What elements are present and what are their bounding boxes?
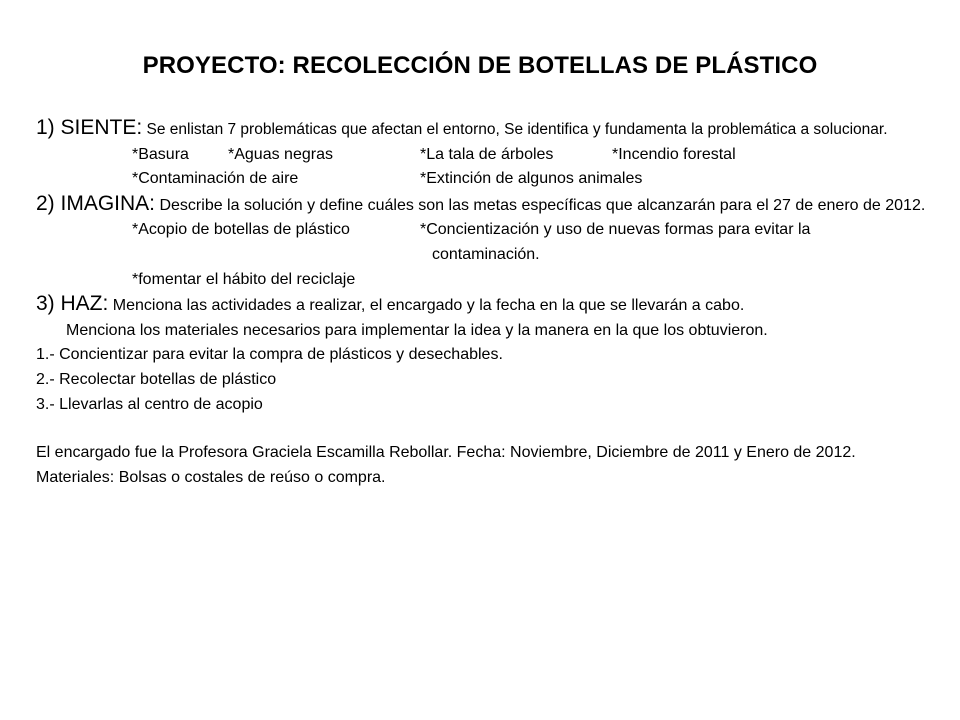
- imagina-items-row-1: [36, 218, 940, 243]
- imagina-heading: 2) IMAGINA:: [36, 191, 156, 215]
- haz-materials: Materiales: Bolsas o costales de reúso o compra.: [36, 468, 386, 486]
- section-imagina: [36, 192, 940, 219]
- section-siente: [36, 116, 940, 143]
- siente-item: *La tala de árboles: [420, 145, 554, 163]
- siente-text: Se enlistan 7 problemáticas que afectan el entorno, Se identifica y fundamenta la problemática a solucionar.: [142, 121, 888, 138]
- siente-items-row-2: [36, 167, 940, 192]
- siente-item: *Extinción de algunos animales: [420, 170, 643, 188]
- siente-item: *Basura: [132, 145, 189, 163]
- imagina-items-row-3: [36, 268, 940, 293]
- haz-heading: 3) HAZ:: [36, 292, 109, 316]
- section-haz: [36, 292, 940, 319]
- imagina-text: Describe la solución y define cuáles son las metas específicas que alcanzarán para el 27 de enero de 2012.: [155, 196, 926, 214]
- haz-text-2: Menciona los materiales necesarios para implementar la idea y la manera en la que los obtuvieron.: [66, 321, 768, 339]
- haz-text-2-row: [36, 319, 940, 344]
- imagina-items-row-2: [36, 243, 940, 268]
- siente-item: *Contaminación de aire: [132, 170, 299, 188]
- haz-step-2: 2.- Recolectar botellas de plástico: [36, 370, 277, 388]
- siente-heading: 1) SIENTE:: [36, 116, 143, 139]
- haz-step-1: 1.- Concientizar para evitar la compra de plásticos y desechables.: [36, 346, 503, 364]
- haz-step-3: 3.- Llevarlas al centro de acopio: [36, 395, 263, 413]
- haz-responsible: El encargado fue la Profesora Graciela Escamilla Rebollar. Fecha: Noviembre, Diciembre de 2011 y Enero de 2012.: [36, 444, 856, 462]
- siente-items-row-1: [36, 143, 940, 168]
- slide-title: PROYECTO: RECOLECCIÓN DE BOTELLAS DE PLÁSTICO: [142, 52, 818, 79]
- imagina-item-3: *fomentar el hábito del reciclaje: [132, 270, 356, 288]
- siente-item: *Incendio forestal: [612, 145, 736, 163]
- slide-content: [36, 116, 940, 490]
- imagina-item-1: *Acopio de botellas de plástico: [132, 221, 350, 239]
- siente-item: *Aguas negras: [228, 145, 333, 163]
- imagina-item-2-continued: contaminación.: [432, 245, 540, 263]
- haz-text: Menciona las actividades a realizar, el encargado y la fecha en la que se llevarán a cabo.: [108, 297, 745, 315]
- imagina-item-2: *Concientización y uso de nuevas formas para evitar la: [420, 221, 811, 239]
